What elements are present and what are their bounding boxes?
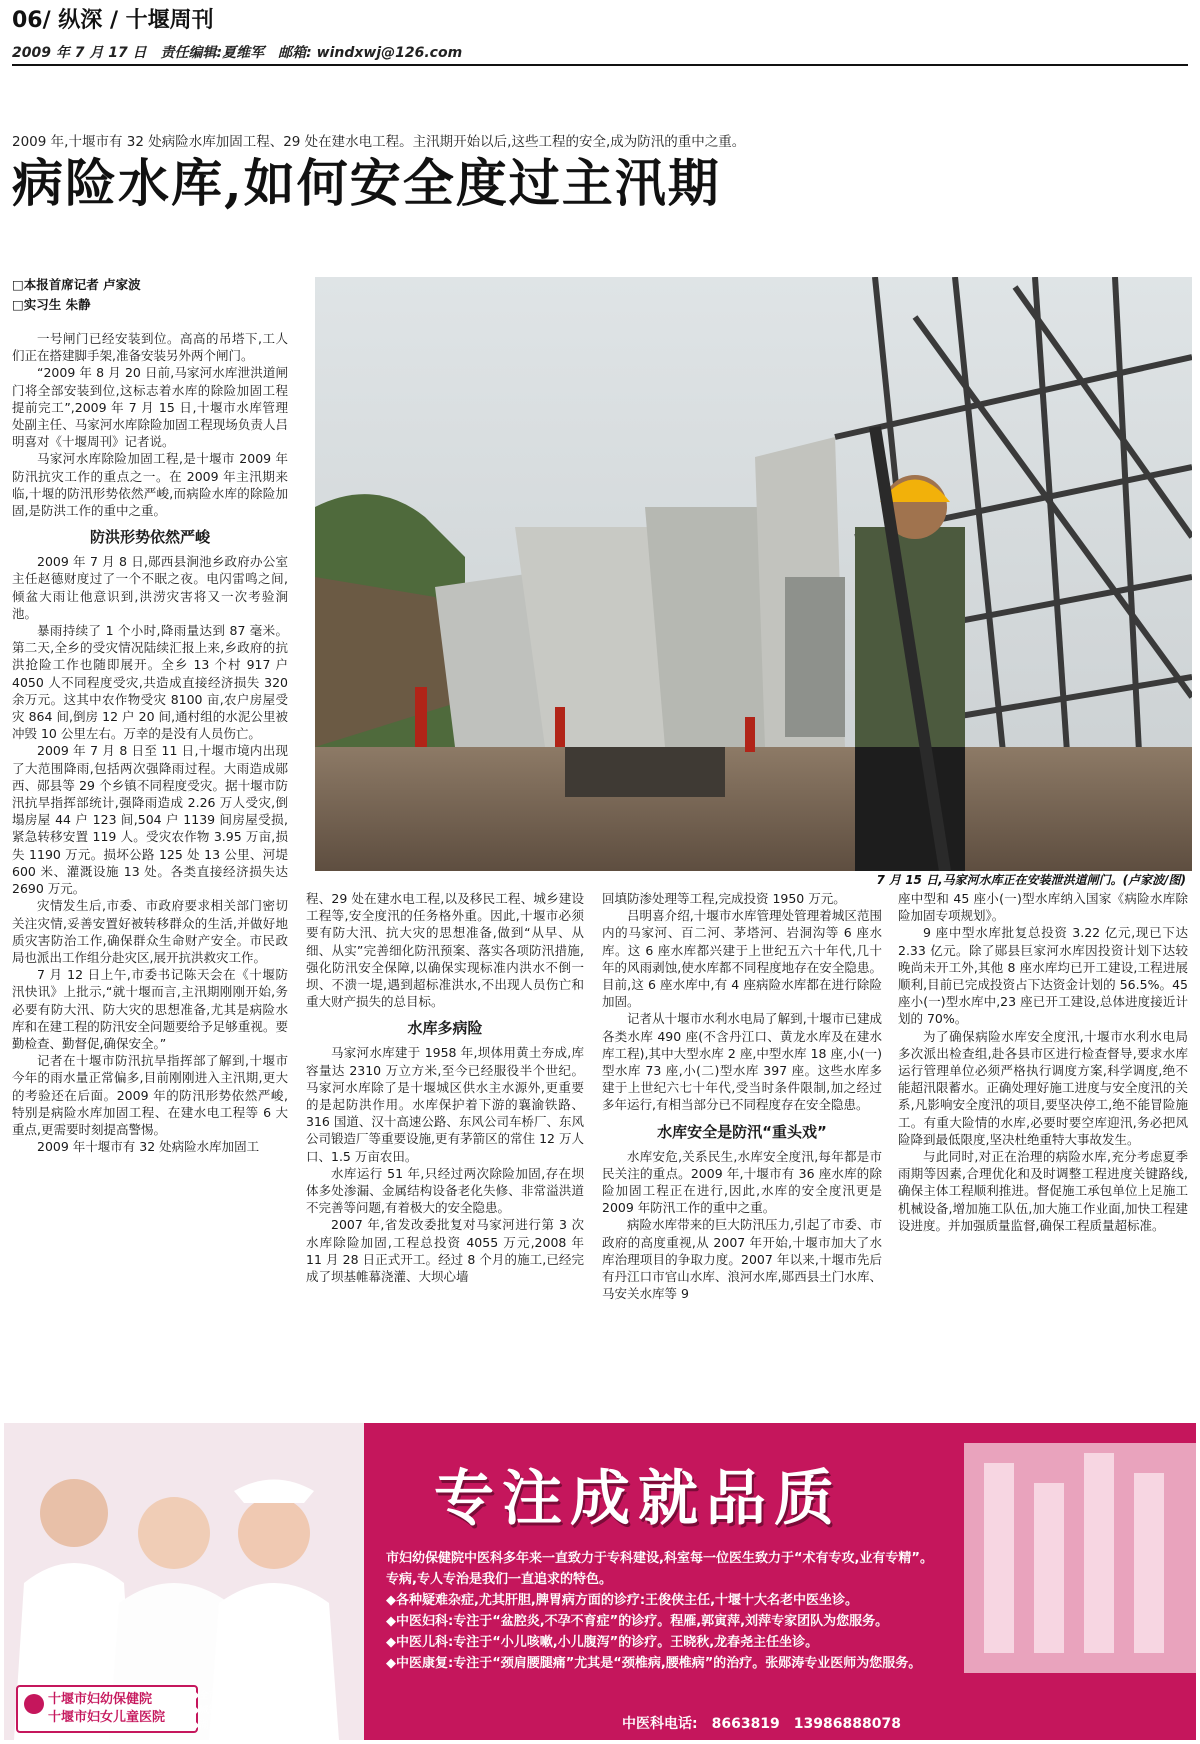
article-paragraph: 病险水库带来的巨大防汛压力,引起了市委、市政府的高度重视,从 2007 年开始,十堰市加大了水库治理项目的争取力度。2007 年以来,十堰市先后有丹江口市官山水库、浪河水库,郧西县土门水库、马安关水库等 9 [602, 1217, 882, 1302]
cert-item: ◆湖北省三级优秀妇幼保健院 [192, 1720, 314, 1731]
article-intro: 2009 年,十堰市有 32 处病险水库加固工程、29 处在建水电工程。主汛期开始以后,这些工程的安全,成为防汛的重中之重。 [12, 134, 746, 150]
cert-item: ◆城镇职工基本医疗定点医院 [192, 1705, 314, 1716]
hospital-alt-name: 十堰市妇女儿童医院 [48, 1710, 166, 1725]
article-paragraph: 水库运行 51 年,只经过两次除险加固,存在坝体多处渗漏、金属结构设备老化失修、非常溢洪道不完善等问题,有着极大的安全隐患。 [306, 1165, 584, 1216]
article-paragraph: 一号闸门已经安装到位。高高的吊塔下,工人们正在搭建脚手架,准备安装另外两个闸门。 [12, 331, 288, 364]
article-paragraph: 9 座中型水库批复总投资 3.22 亿元,现已下达 2.33 亿元。除了郧县巨家河水库因投资计划下达较晚尚未开工外,其他 8 座水库均已开工建设,工程进展顺利,目前已完成投资占下达资金计划的 56.5%。45 座小(一)型水库中,23 座已开工建设,总体进度接近计划的 70%。 [898, 925, 1188, 1027]
ad-line: 专病,专人专治是我们一直追求的特色。 [386, 1572, 612, 1587]
ad-line: ◆中医康复:专注于“颈肩腰腿痛”尤其是“颈椎病,腰椎病”的治疗。张郧涛专业医师为您服务。 [386, 1656, 922, 1671]
article-paragraph: 暴雨持续了 1 个小时,降雨量达到 87 毫米。第二天,全乡的受灾情况陆续汇报上来,乡政府的抗洪抢险工作也随即展开。全乡 13 个村 917 户 4050 人不同程度受灾,共造成直接经济损失 320 余万元。这其中农作物受灾 8100 亩,农户房屋受灾 864 间,倒房 12 户 20 间,通村组的水泥公里被冲毁 10 公里左右。万幸的是没有人员伤亡。 [12, 623, 288, 742]
photo-caption: 7 月 15 日,马家河水库正在安装泄洪道闸门。(卢家波/图) [876, 873, 1186, 887]
article-paragraph: 马家河水库除险加固工程,是十堰市 2009 年防汛抗灾工作的重点之一。在 2009 年主汛期来临,十堰的防汛形势依然严峻,而病险水库的除险加固,是防洪工作的重中之重。 [12, 451, 288, 519]
article-paragraph: 程、29 处在建水电工程,以及移民工程、城乡建设工程等,安全度汛的任务格外重。因此,十堰市必须要有防大汛、抗大灾的思想准备,做到“从早、从细、从实”完善细化防汛预案、落实各项防汛措施,强化防汛安全保障,以确保实现标准内洪水不倒一坝、不溃一堤,遇到超标准洪水,不出现人员伤亡和重大财产损失的总目标。 [306, 891, 584, 1010]
article-paragraph: 座中型和 45 座小(一)型水库纳入国家《病险水库除险加固专项规划》。 [898, 891, 1188, 924]
article-paragraph: 吕明喜介绍,十堰市水库管理处管理着城区范围内的马家河、百二河、茅塔河、岩洞沟等 6 座水库。这 6 座水库都兴建于上世纪五六十年代,几十年的风雨剥蚀,使水库都不同程度地存在安全隐患。目前,这 6 座水库中,有 4 座病险水库都在进行除险加固。 [602, 908, 882, 1010]
section-heading: 水库多病险 [407, 1019, 483, 1038]
article-paragraph: 2009 年 7 月 8 日至 11 日,十堰市境内出现了大范围降雨,包括两次强降雨过程。大雨造成郧西、郧县等 29 个乡镇不同程度受灾。据十堰市防汛抗旱指挥部统计,强降雨造成 2.26 万人受灾,倒塌房屋 44 户 123 间,504 户 1139 间房屋受损,紧急转移安置 119 人。受灾农作物 3.95 万亩,损失 1190 万元。损坏公路 125 处 13 公里、河堤 600 米、灌溉设施 13 处。各类直接经济损失达 2690 万元。 [12, 743, 288, 897]
ad-phone: 中医科电话: 8663819 13986888078 [622, 1716, 901, 1732]
photo-illustration [315, 277, 1192, 871]
ad-line: ◆中医妇科:专注于“盆腔炎,不孕不育症”的诊疗。程雁,郭寅萍,刘萍专家团队为您服务。 [386, 1614, 889, 1629]
article-column-2 [306, 890, 584, 1410]
byline-intern: □实习生 朱静 [12, 297, 91, 312]
cert-item: ◆全市新型农村合作医疗定点医院 [192, 1690, 333, 1701]
article-paragraph: 记者从十堰市水利水电局了解到,十堰市已建成各类水库 490 座(不含丹江口、黄龙水库及在建水库工程),其中大型水库 2 座,中型水库 18 座,小(一)型水库 73 座,小(二)型水库 397 座。这些水库多建于上世纪六七十年代,受当时条件限制,加之经过多年运行,有相当部分已不同程度存在安全隐患。 [602, 1011, 882, 1113]
ad-line: ◆中医儿科:专注于“小儿咳嗽,小儿腹泻”的诊疗。王晓秋,龙春尧主任坐诊。 [386, 1635, 819, 1650]
article-headline: 病险水库,如何安全度过主汛期 [12, 154, 721, 214]
section-heading: 水库安全是防汛“重头戏” [657, 1122, 827, 1141]
article-column-1 [12, 330, 288, 1410]
byline-reporter: □本报首席记者 卢家波 [12, 277, 141, 292]
section-heading: 防洪形势依然严峻 [89, 528, 210, 547]
article-paragraph: 2009 年十堰市有 32 处病险水库加固工 [37, 1139, 260, 1155]
ad-line: 市妇幼保健院中医科多年来一直致力于专科建设,科室每一位医生致力于“术有专攻,业有专精”。 [386, 1551, 933, 1566]
article-paragraph: 2009 年 7 月 8 日,郧西县涧池乡政府办公室主任赵德财度过了一个不眠之夜。电闪雷鸣之间,倾盆大雨让他意识到,洪涝灾害将又一次考验涧池。 [12, 554, 288, 621]
hospital-logo-text [48, 1691, 165, 1727]
article-paragraph: 2007 年,省发改委批复对马家河进行第 3 次水库除险加固,工程总投资 4055 万元,2008 年 11 月 28 日正式开工。经过 8 个月的施工,已经完成了坝基帷幕浇灌、大坝心墙 [306, 1217, 584, 1285]
article-column-4 [898, 890, 1188, 1410]
ad-line: ◆各种疑难杂症,尤其肝胆,脾胃病方面的诊疗:王俊侠主任,十堰十大名老中医坐诊。 [386, 1593, 859, 1608]
section-header: 06/ 纵深 / 十堰周刊 [12, 8, 214, 33]
header-rule [12, 64, 1188, 66]
hospital-logo-icon [24, 1694, 44, 1714]
byline [12, 275, 141, 315]
article-paragraph: 记者在十堰市防汛抗旱指挥部了解到,十堰市今年的雨水量正常偏多,目前刚刚进入主汛期,更大的考验还在后面。2009 年的防汛形势依然严峻,特别是病险水库加固工程、在建水电工程等 6 大重点,更需要时刻提高警惕。 [12, 1053, 288, 1137]
ad-title: 专注成就品质 [434, 1464, 842, 1534]
ad-body [386, 1548, 1176, 1674]
hospital-advertisement [4, 1423, 1196, 1740]
article-paragraph: 与此同时,对正在治理的病险水库,充分考虑夏季雨期等因素,合理优化和及时调整工程进度关键路线,确保主体工程顺利推进。督促施工承包单位上足施工机械设备,增加施工队伍,加大施工作业面,加快工程建设进度。并加强质量监督,确保工程质量超标准。 [898, 1149, 1188, 1233]
article-paragraph: “2009 年 8 月 20 日前,马家河水库泄洪道闸门将全部安装到位,这标志着水库的除险加固工程提前完工”,2009 年 7 月 15 日,十堰市水库管理处副主任、马家河水库除险加固工程现场负责人吕明喜对《十堰周刊》记者说。 [12, 365, 288, 450]
article-paragraph: 水库安危,关系民生,水库安全度汛,每年都是市民关注的重点。2009 年,十堰市有 36 座水库的除险加固工程正在进行,因此,水库的安全度汛更是 2009 年防汛工作的重中之重。 [602, 1148, 882, 1216]
issue-meta: 2009 年 7 月 17 日 责任编辑:夏维军 邮箱: windxwj@126.com [12, 45, 463, 61]
article-paragraph: 灾情发生后,市委、市政府要求相关部门密切关注灾情,妥善安置好被转移群众的生活,并做好地质灾害防治工作,确保群众生命财产安全。市民政局也派出工作组分赴灾区,展开抗洪救灾工作。 [12, 898, 288, 965]
hospital-name: 十堰市妇幼保健院 [48, 1692, 153, 1707]
dam-construction-photo [315, 277, 1192, 871]
article-column-3 [602, 890, 882, 1410]
article-paragraph: 7 月 12 日上午,市委书记陈天会在《十堰防汛快讯》上批示,“就十堰而言,主汛期刚刚开始,务必要有防大汛、防大灾的思想准备,尤其是病险水库和在建工程的防汛安全问题要给予足够重视。要勤检查、勤督促,确保安全。” [12, 967, 288, 1051]
ad-certifications [192, 1688, 332, 1733]
article-paragraph: 马家河水库建于 1958 年,坝体用黄土夯成,库容量达 2310 万立方米,至今已经服役半个世纪。马家河水库除了是十堰城区供水主水源外,更重要的是起防洪作用。水库保护着下游的襄渝铁路、316 国道、汉十高速公路、东风公司车桥厂、东风公司锻造厂等重要设施,更有茅箭区的常住 12 万人口、1.5 万亩农田。 [306, 1045, 584, 1164]
article-paragraph: 回填防渗处理等工程,完成投资 1950 万元。 [602, 891, 846, 906]
article-paragraph: 为了确保病险水库安全度汛,十堰市水利水电局多次派出检查组,赴各县市区进行检查督导,要求水库运行管理单位必须严格执行调度方案,科学调度,绝不能超汛限蓄水。正确处理好施工进度与安全度汛的关系,凡影响安全度汛的项目,要坚决停工,绝不能冒险施工。有重大险情的水库,必要时要空库迎汛,务必把风险降到最低限度,坚决杜绝重特大事故发生。 [898, 1028, 1188, 1147]
